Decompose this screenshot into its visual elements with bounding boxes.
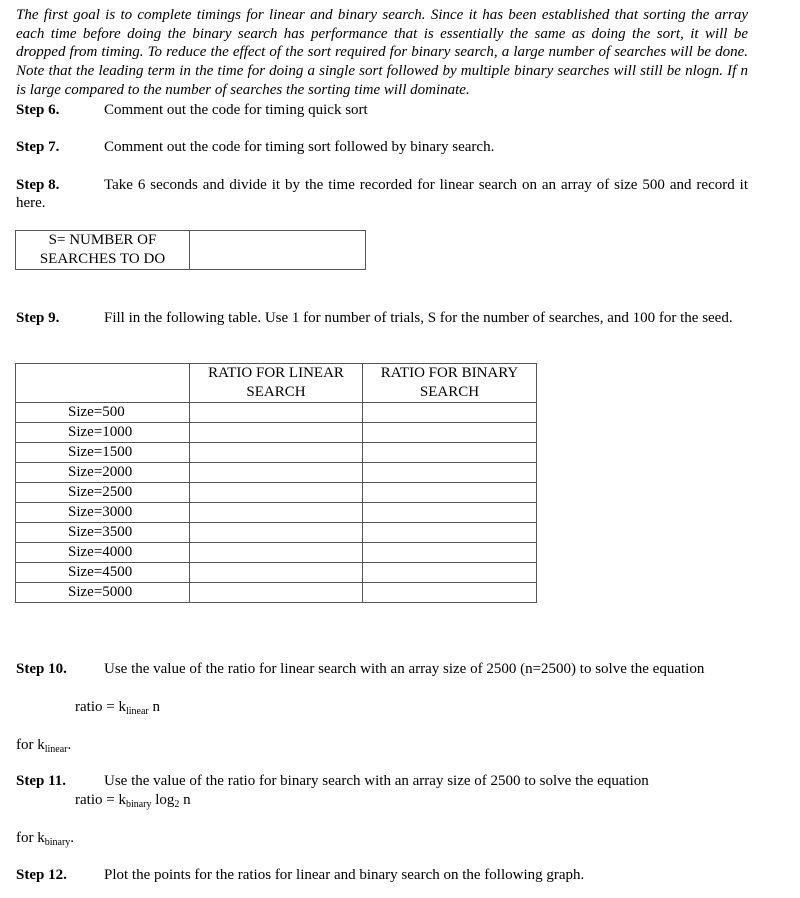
for-k-linear-sub: linear [44, 744, 68, 755]
step-12-text: Plot the points for the ratios for linear and binary search on the following graph. [104, 867, 585, 883]
size-label: Size=1500 [16, 443, 190, 463]
linear-ratio-cell[interactable] [190, 543, 363, 563]
binary-ratio-cell[interactable] [363, 503, 537, 523]
ratio-table [15, 363, 537, 603]
for-k-binary-sub: binary [44, 837, 71, 848]
table-row [16, 423, 537, 443]
searches-label-cell [16, 231, 190, 270]
binary-ratio-cell[interactable] [363, 543, 537, 563]
binary-equation-rhs: n [179, 792, 191, 808]
step-10-label: Step 10. [16, 661, 67, 677]
for-k-binary-pre: for k [16, 830, 45, 846]
binary-ratio-cell[interactable] [363, 443, 537, 463]
linear-equation-sub: linear [125, 706, 149, 717]
step-6-label: Step 6. [16, 102, 60, 118]
binary-equation-log: log [151, 792, 175, 808]
linear-ratio-cell[interactable] [190, 523, 363, 543]
size-label: Size=3000 [16, 503, 190, 523]
step-10-text: Use the value of the ratio for linear search with an array size of 2500 (n=2500) to solve the equation [104, 661, 705, 677]
linear-equation-rhs: n [148, 699, 160, 715]
ratio-header-linear-line2: SEARCH [246, 384, 306, 400]
step-8-paragraph [16, 176, 748, 212]
for-k-linear [16, 736, 71, 759]
binary-ratio-cell[interactable] [363, 523, 537, 543]
binary-ratio-cell[interactable] [363, 403, 537, 423]
linear-ratio-cell[interactable] [190, 403, 363, 423]
table-row [16, 503, 537, 523]
searches-label-line2: SEARCHES TO DO [39, 251, 166, 267]
size-label: Size=4500 [16, 563, 190, 583]
searches-label-line1: S= NUMBER OF [48, 232, 157, 248]
binary-ratio-cell[interactable] [363, 583, 537, 603]
size-label: Size=2000 [16, 463, 190, 483]
linear-ratio-cell[interactable] [190, 483, 363, 503]
searches-value-input[interactable] [190, 231, 366, 270]
linear-ratio-cell[interactable] [190, 583, 363, 603]
step-11-text: Use the value of the ratio for binary search with an array size of 2500 to solve the equation [104, 773, 649, 789]
ratio-header-binary-line2: SEARCH [419, 384, 480, 400]
step-12-label: Step 12. [16, 867, 67, 883]
step-11-label: Step 11. [16, 773, 67, 789]
size-label: Size=1000 [16, 423, 190, 443]
ratio-header-empty [16, 364, 190, 403]
for-k-binary-post: . [70, 830, 75, 846]
for-k-binary [16, 829, 74, 852]
binary-ratio-cell[interactable] [363, 463, 537, 483]
step-7-label: Step 7. [16, 139, 60, 155]
step-9-paragraph [16, 309, 748, 327]
binary-ratio-cell[interactable] [363, 483, 537, 503]
size-label: Size=5000 [16, 583, 190, 603]
table-row [16, 403, 537, 423]
table-row [16, 543, 537, 563]
ratio-header-binary [363, 364, 537, 403]
table-row [16, 583, 537, 603]
for-k-linear-pre: for k [16, 737, 45, 753]
step-6-text: Comment out the code for timing quick sort [104, 102, 368, 118]
searches-table [15, 230, 366, 270]
step-8-text: Take 6 seconds and divide it by the time recorded for linear search on an array of size 500 and record it here. [16, 177, 748, 211]
step-8-label: Step 8. [16, 177, 60, 193]
ratio-header-binary-line1: RATIO FOR BINARY [380, 365, 519, 381]
step-9-label: Step 9. [16, 310, 60, 326]
size-label: Size=4000 [16, 543, 190, 563]
binary-equation-lhs: ratio = k [75, 792, 126, 808]
binary-equation [75, 791, 191, 814]
binary-ratio-cell[interactable] [363, 563, 537, 583]
step-10-paragraph [16, 660, 748, 678]
step-7-text: Comment out the code for timing sort followed by binary search. [104, 139, 495, 155]
size-label: Size=2500 [16, 483, 190, 503]
linear-ratio-cell[interactable] [190, 563, 363, 583]
table-row [16, 523, 537, 543]
binary-ratio-cell[interactable] [363, 423, 537, 443]
table-row [16, 563, 537, 583]
step-9-text: Fill in the following table. Use 1 for number of trials, S for the number of searches, and 100 for the seed. [104, 310, 733, 326]
ratio-header-linear [190, 364, 363, 403]
linear-ratio-cell[interactable] [190, 463, 363, 483]
binary-equation-sub: binary [125, 799, 152, 810]
table-row [16, 483, 537, 503]
table-row [16, 443, 537, 463]
linear-equation-lhs: ratio = k [75, 699, 126, 715]
binary-equation-log-base: 2 [174, 799, 180, 810]
intro-paragraph: The first goal is to complete timings for linear and binary search. Since it has been established that sorting the array each time before doing the binary search has performance that is essentially the same as doing the sort, it will be dropped from timing. To reduce the effect of the sort required for binary search, a large number of searches will be done. Note that the leading term in the time for doing a single sort followed by multiple binary searches will still be nlogn. If n is large compared to the number of searches the sorting time will dominate. [16, 7, 748, 98]
size-label: Size=500 [16, 403, 190, 423]
linear-equation [75, 698, 160, 721]
table-row [16, 463, 537, 483]
linear-ratio-cell[interactable] [190, 503, 363, 523]
linear-ratio-cell[interactable] [190, 443, 363, 463]
size-label: Size=3500 [16, 523, 190, 543]
for-k-linear-post: . [67, 737, 72, 753]
ratio-header-linear-line1: RATIO FOR LINEAR [208, 365, 344, 381]
linear-ratio-cell[interactable] [190, 423, 363, 443]
